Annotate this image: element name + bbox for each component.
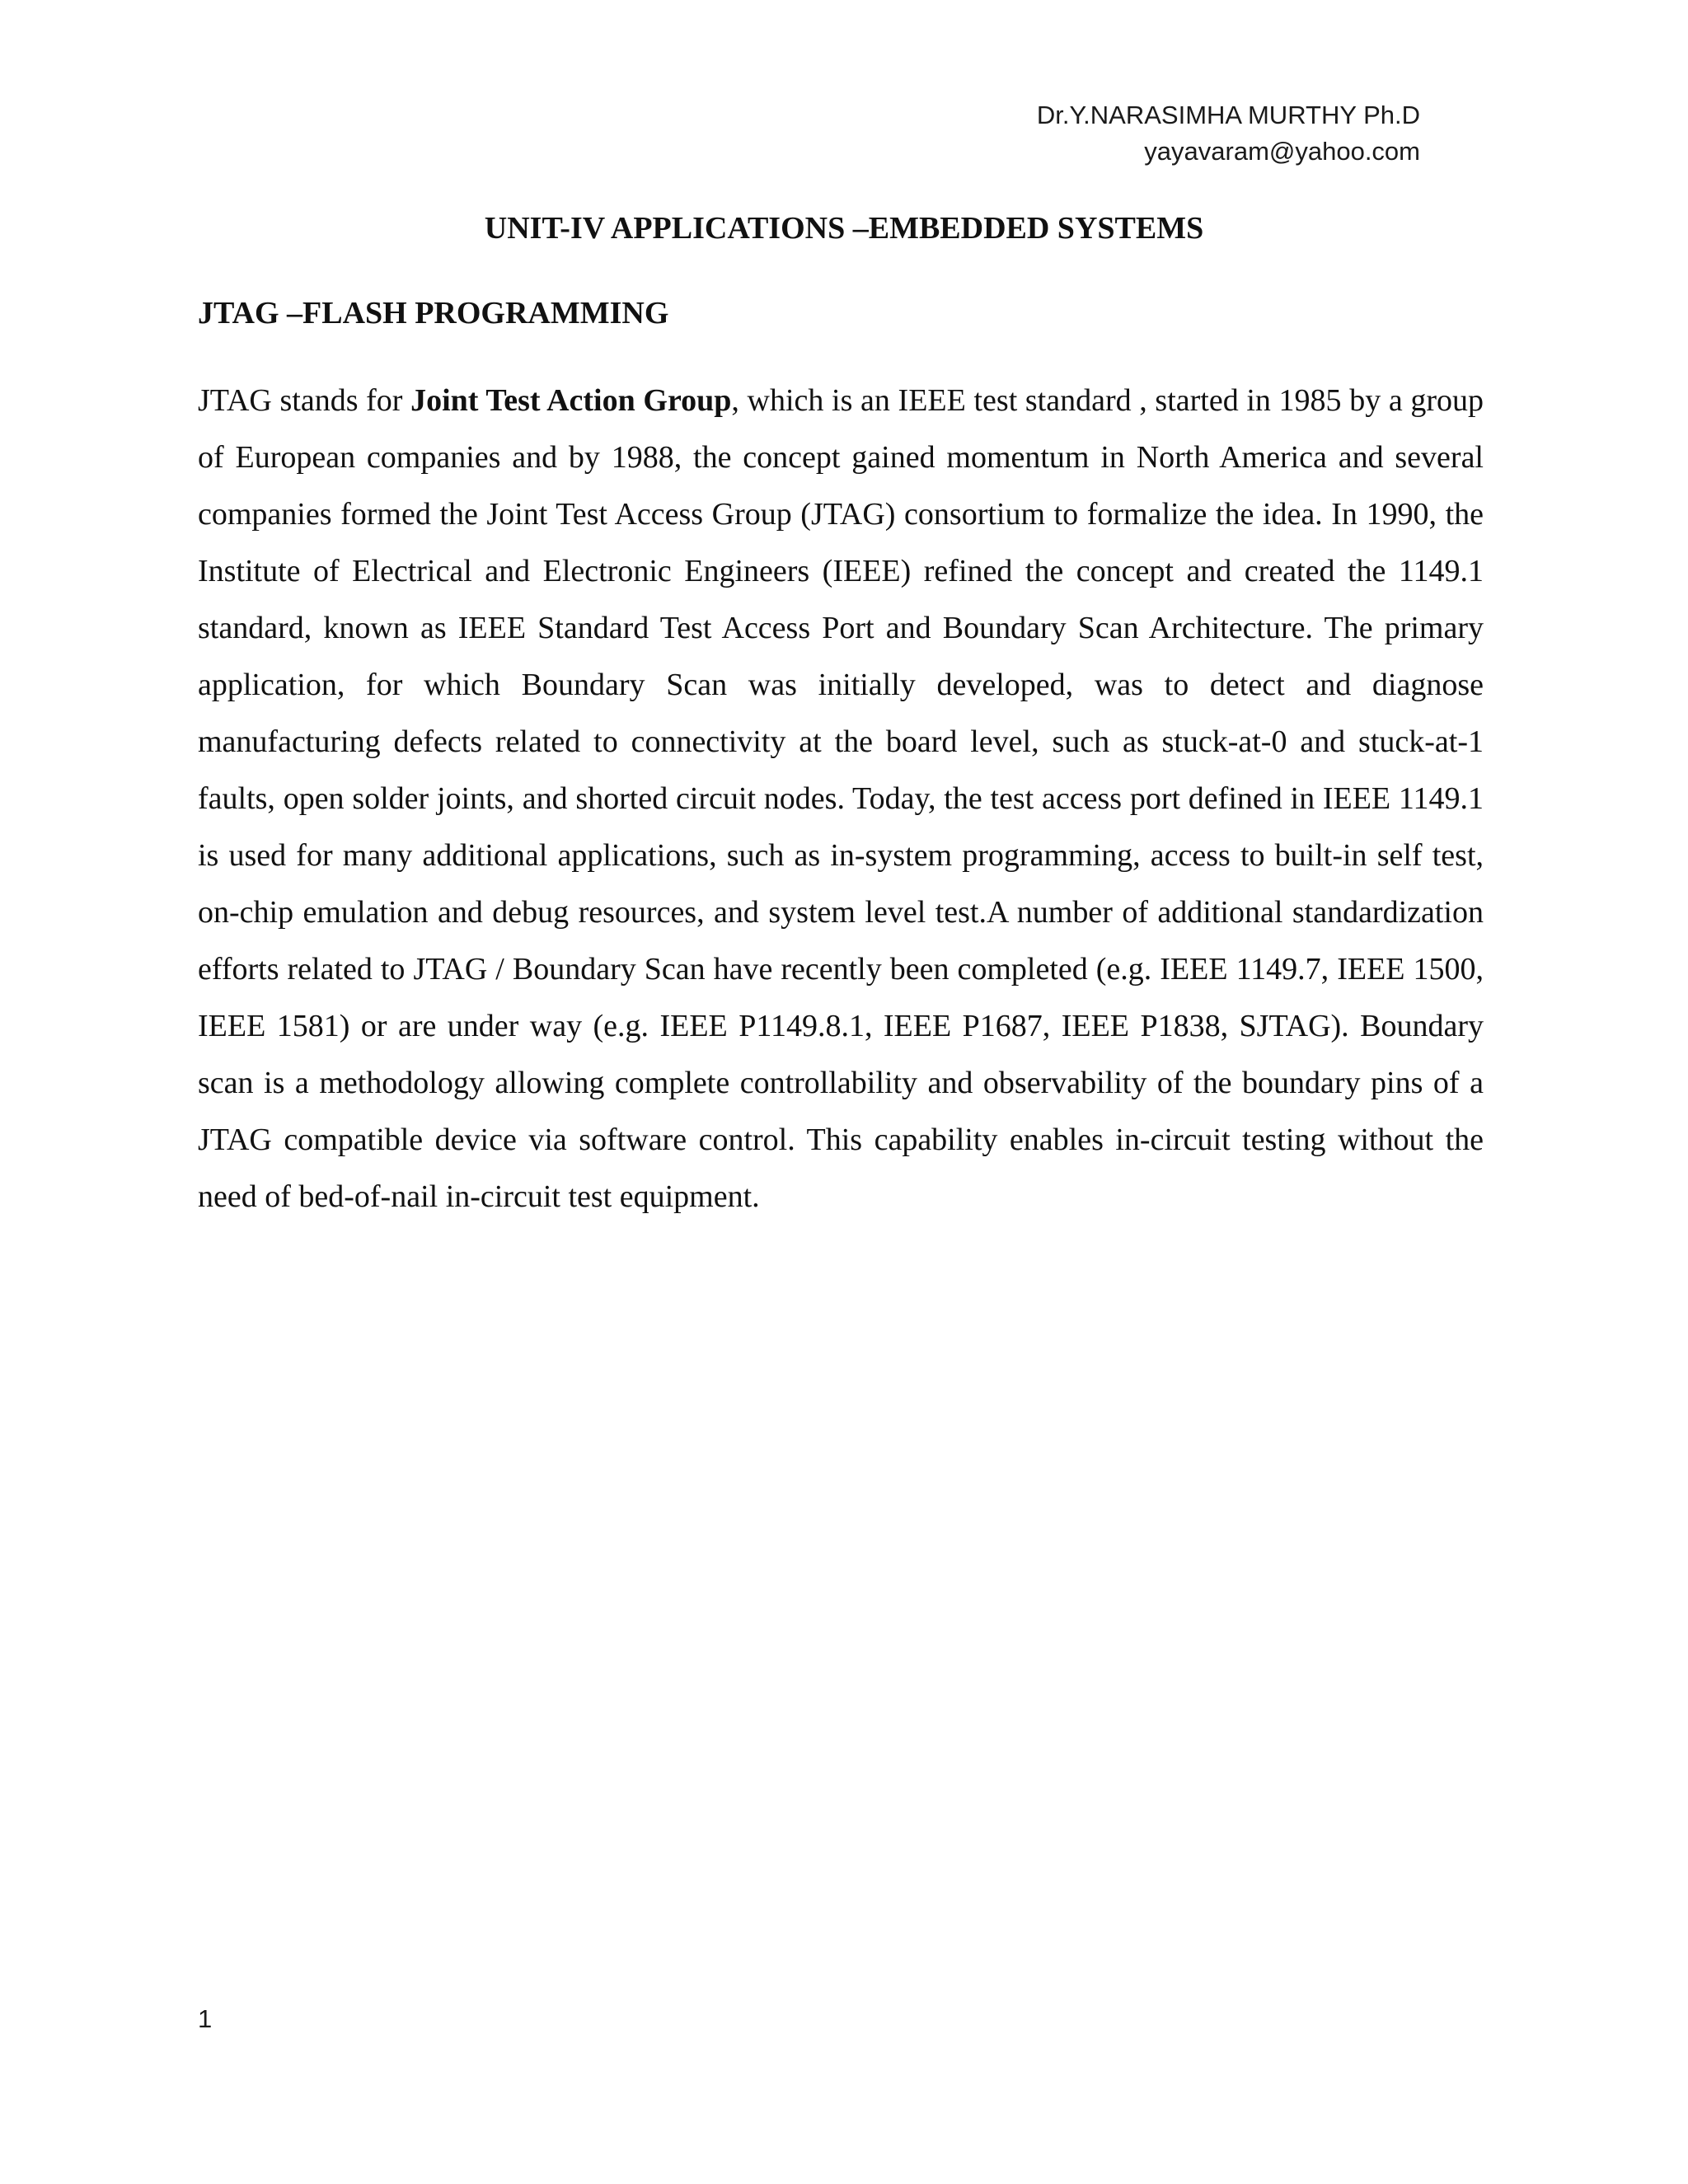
author-email: yayavaram@yahoo.com	[1144, 137, 1420, 166]
page-number: 1	[198, 2004, 213, 2033]
page-header	[1037, 97, 1420, 170]
paragraph-rest: , which is an IEEE test standard , started in 1985 by a group of European companies and by 1988, the concept gained momentum in North America and several companies formed the Joint Test Access Group (JTAG) consortium to formalize the idea. In 1990, the Institute of Electrical and Electronic Engineers (IEEE) refined the concept and created the 1149.1 standard, known as IEEE Standard Test Access Port and Boundary Scan Architecture. The primary application, for which Boundary Scan was initially developed, was to detect and diagnose manufacturing defects related to connectivity at the board level, such as stuck-at-0 and stuck-at-1 faults, open solder joints, and shorted circuit nodes. Today, the test access port defined in IEEE 1149.1 is used for many additional applications, such as in-system programming, access to built-in self test, on-chip emulation and debug resources, and system level test.A number of additional standardization efforts related to JTAG / Boundary Scan have recently been completed (e.g. IEEE 1149.7, IEEE 1500, IEEE 1581) or are under way (e.g. IEEE P1149.8.1, IEEE P1687, IEEE P1838, SJTAG). Boundary scan is a methodology allowing complete controllability and observability of the boundary pins of a JTAG compatible device via software control. This capability enables in-circuit testing without the need of bed-of-nail in-circuit test equipment.	[198, 383, 1484, 1214]
paragraph-intro: JTAG stands for	[198, 383, 411, 418]
section-title: JTAG –FLASH PROGRAMMING	[198, 296, 669, 330]
body-paragraph	[198, 373, 1484, 1226]
paragraph-bold-term: Joint Test Action Group	[410, 383, 732, 418]
author-name: Dr.Y.NARASIMHA MURTHY Ph.D	[1036, 101, 1420, 129]
unit-title: UNIT-IV APPLICATIONS –EMBEDDED SYSTEMS	[484, 211, 1204, 246]
